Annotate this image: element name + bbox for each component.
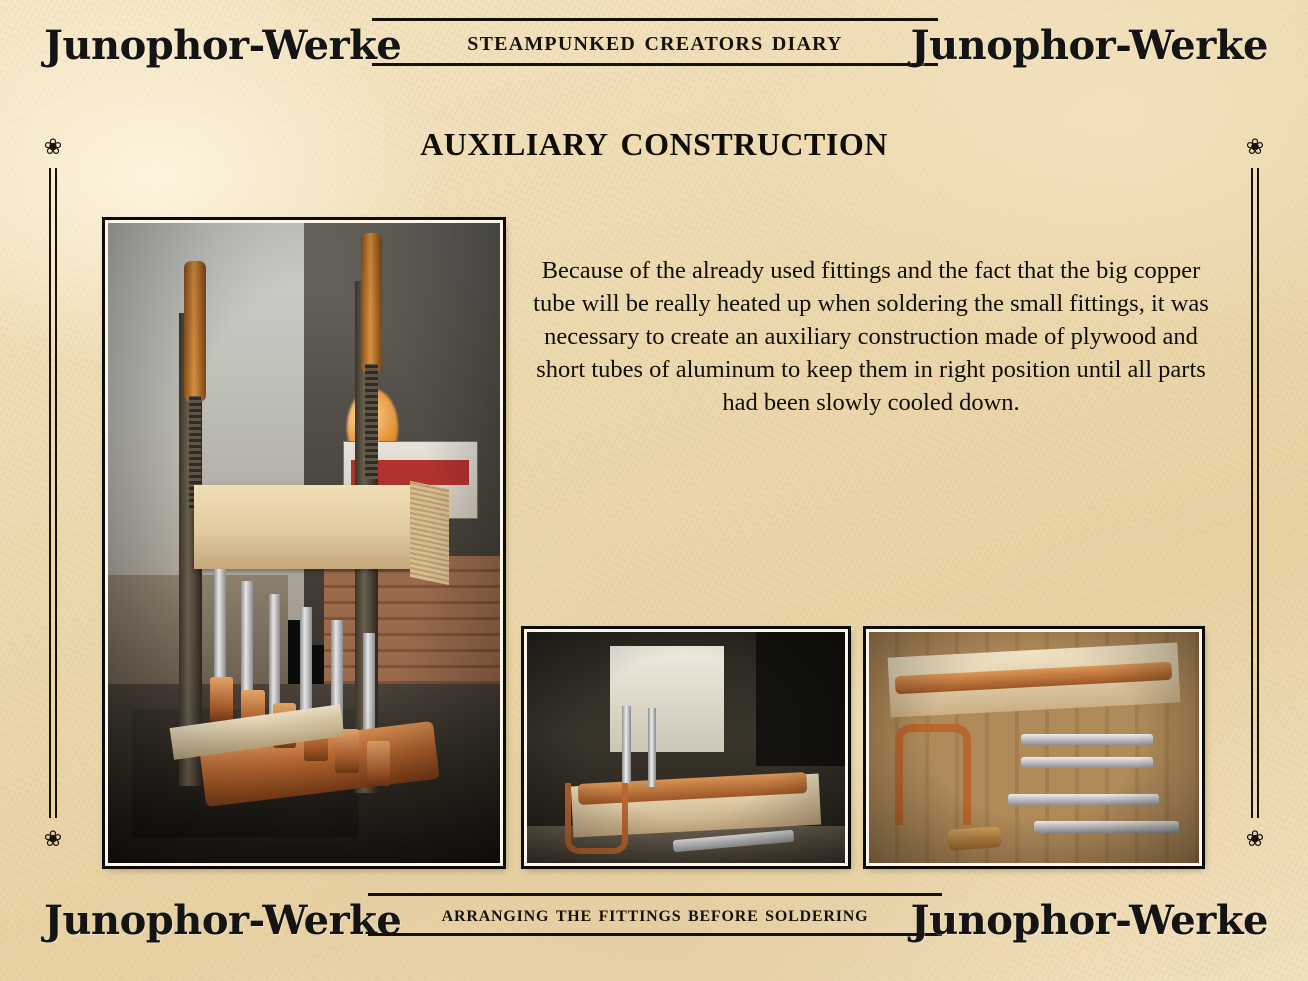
ornament-rail-right [1242,128,1268,858]
ornament-rail-left [40,128,66,858]
photo-content [108,223,500,863]
footer-brand-left: Junophor-Werke [44,897,402,944]
page-footer [0,881,1308,981]
photo-content [527,632,845,863]
floret-icon: ❀ [43,134,63,159]
footer-brand-right: Junophor-Werke [910,897,1268,944]
fittings-on-plywood-jig-photo [524,629,848,866]
brand-right: Junophor-Werke [910,22,1268,69]
footer-caption: arranging the fittings before soldering [441,901,869,926]
photo-scene [869,632,1199,863]
photo-scene [527,632,845,863]
floret-icon: ❀ [1245,826,1265,851]
brand-left: Junophor-Werke [44,22,402,69]
page-header [0,0,1308,92]
page-title: auxiliary construction [420,114,888,165]
floret-icon: ❀ [43,826,63,851]
footer-caption-banner [368,893,942,936]
diary-title: steampunked creators diary [467,25,843,57]
floret-icon: ❀ [1245,134,1265,159]
copper-fittings-and-aluminum-tubes-photo [866,629,1202,866]
rail-line [55,168,57,818]
rail-line [1251,168,1253,818]
diary-title-banner [372,18,938,66]
copper-tube-clamped-in-vise-photo [105,220,503,866]
photo-scene [108,223,500,863]
rail-line [49,168,51,818]
body-paragraph: Because of the already used fittings and the fact that the big copper tube will be really heated up when soldering the small fittings, it was necessary to create an auxiliary construction made of plywood and short tubes of aluminum to keep them in right position until all parts had been slowly cooled down. [533,257,1209,416]
rail-line [1257,168,1259,818]
photo-content [869,632,1199,863]
